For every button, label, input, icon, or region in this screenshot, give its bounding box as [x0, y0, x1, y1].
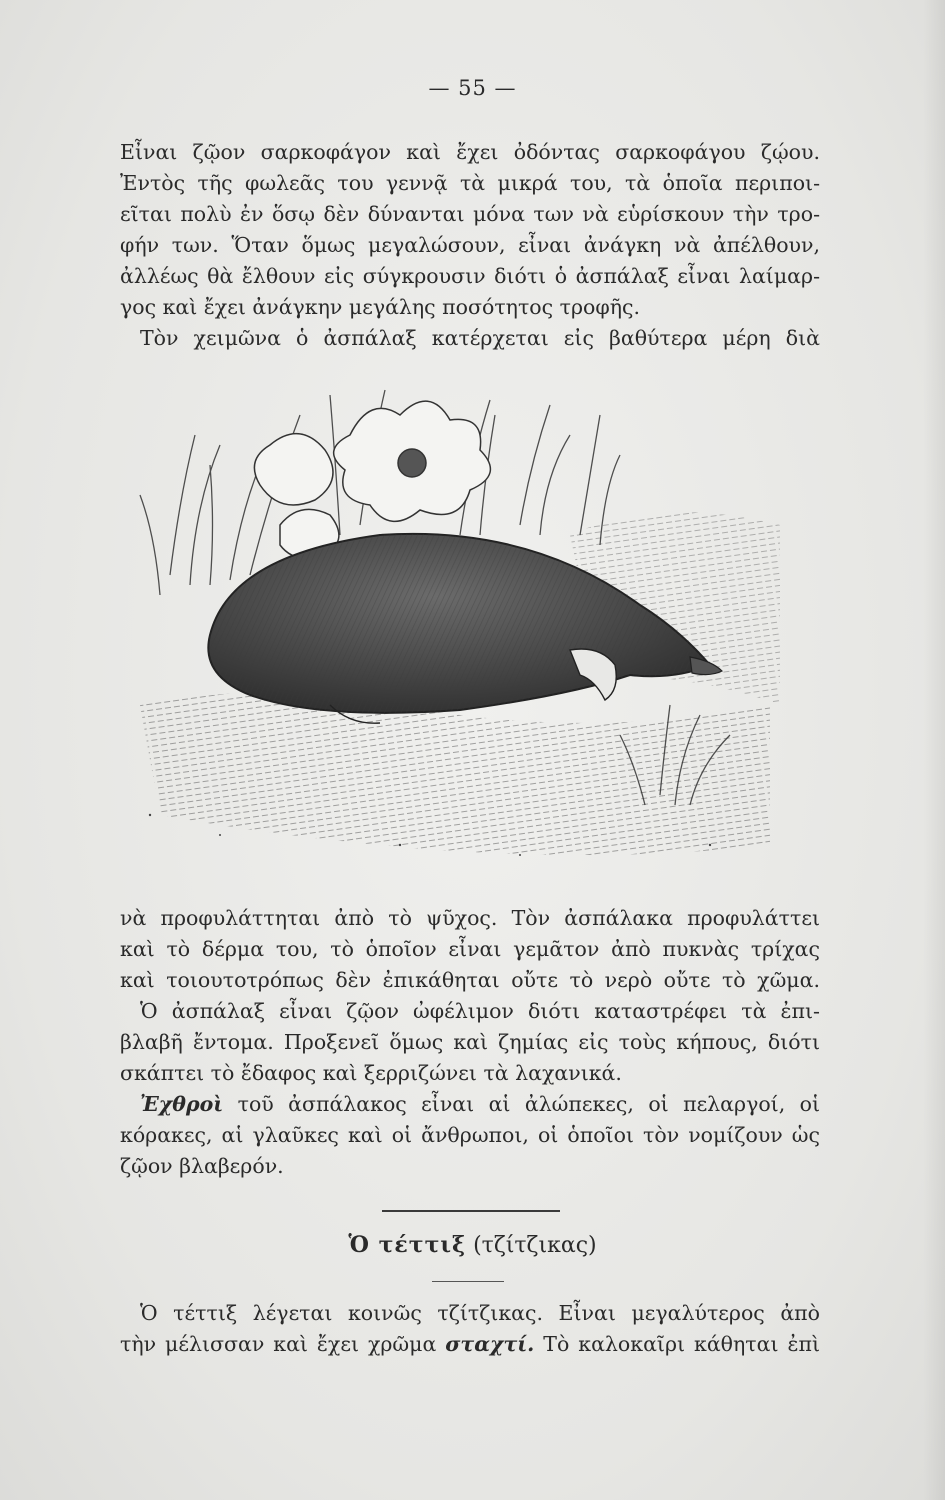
section-subtitle: (τζίτζικας): [473, 1233, 597, 1258]
text-line: [120, 1329, 820, 1360]
text-line: Ὁ τέττιξ λέγεται κοινῶς τζίτζικας. Εἶναι μεγαλύτερος ἀπὸ: [140, 1301, 820, 1325]
emphasized-word: σταχτί.: [445, 1332, 535, 1356]
enemies-word: Ἐχθροὶ: [140, 1092, 224, 1116]
section-heading: [0, 1232, 945, 1258]
text-line: ἀλλέως θὰ ἔλθουν εἰς σύγκρουσιν διότι ὁ ἀσπάλαξ εἶναι λαίμαρ-: [120, 264, 820, 288]
section-divider: [382, 1210, 560, 1212]
text-line: Ἐντὸς τῆς φωλεᾶς του γεννᾷ τὰ μικρά του, τὰ ὁποῖα περιποι-: [120, 171, 820, 195]
page-edge-shadow: [923, 0, 945, 1500]
text-line: γος καὶ ἔχει ἀνάγκην μεγάλης ποσότητος τροφῆς.: [120, 295, 641, 319]
text-line: ζῷον βλαβερόν.: [120, 1154, 284, 1178]
heading-underline: [432, 1281, 504, 1282]
paragraph-cicada: [120, 1298, 820, 1360]
text-line: καὶ τὸ δέρμα του, τὸ ὁποῖον εἶναι γεμᾶτον ἀπὸ πυκνὰς τρίχας: [120, 937, 820, 961]
text-line: Εἶναι ζῷον σαρκοφάγον καὶ ἔχει ὀδόντας σαρκοφάγου ζῴου.: [120, 140, 820, 164]
text-line: νὰ προφυλάττηται ἀπὸ τὸ ψῦχος. Τὸν ἀσπάλακα προφυλάττει: [120, 906, 820, 930]
text-segment: τὴν μέλισσαν καὶ ἔχει χρῶμα: [120, 1332, 437, 1356]
text-line: κόρακες, αἱ γλαῦκες καὶ οἱ ἄνθρωποι, οἱ ὁποῖοι τὸν νομίζουν ὡς: [120, 1123, 820, 1147]
text-line: καὶ τοιουτοτρόπως δὲν ἐπικάθηται οὔτε τὸ νερὸ οὔτε τὸ χῶμα.: [120, 968, 820, 992]
text-line: Ὁ ἀσπάλαξ εἶναι ζῷον ὠφέλιμον διότι καταστρέφει τὰ ἐπι-: [140, 999, 820, 1023]
text-line: Τὸν χειμῶνα ὁ ἀσπάλαξ κατέρχεται εἰς βαθύτερα μέρη διὰ: [140, 326, 820, 350]
paragraph-mole-habits: [120, 903, 820, 1182]
text-line: βλαβῆ ἔντομα. Προξενεῖ ὅμως καὶ ζημίας εἰς τοὺς κήπους, διότι: [120, 1030, 820, 1054]
text-segment: Τὸ καλοκαῖρι κάθηται ἐπὶ: [543, 1332, 820, 1356]
enemies-text: τοῦ ἀσπάλακος εἶναι αἱ ἀλώπεκες, οἱ πελαργοί, οἱ: [237, 1092, 820, 1116]
page-number: — 55 —: [428, 76, 517, 100]
text-line: σκάπτει τὸ ἔδαφος καὶ ξερριζώνει τὰ λαχανικά.: [120, 1061, 622, 1085]
text-line: εῖται πολὺ ἐν ὅσῳ δὲν δύνανται μόνα των νὰ εὑρίσκουν τὴν τρο-: [120, 202, 820, 226]
text-line: φήν των. Ὅταν ὅμως μεγαλώσουν, εἶναι ἀνάγκη νὰ ἀπέλθουν,: [120, 233, 820, 257]
mole-illustration: [100, 375, 780, 880]
section-title: Ὁ τέττιξ: [348, 1232, 467, 1258]
text-line: [120, 1089, 820, 1120]
paragraph-mole-diet: [120, 137, 820, 354]
